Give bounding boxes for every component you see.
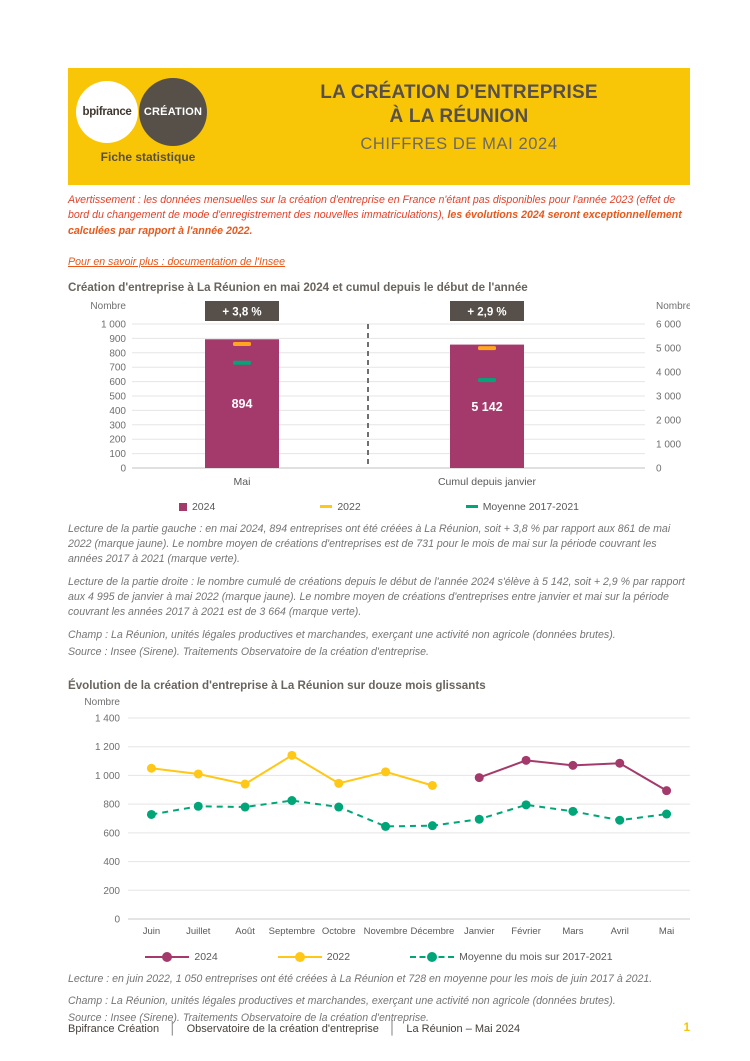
line-chart-notes [68,972,690,1027]
data-point-Moyenne du mois sur 2017-2021 [662,809,671,818]
footer-separator: │ [169,1021,177,1035]
footer-left [68,1021,520,1035]
data-point-Moyenne du mois sur 2017-2021 [287,796,296,805]
month-label: Janvier [463,925,495,937]
bar-chart-legend [68,501,690,513]
line-chart-svg [68,698,690,942]
line-dot-swatch-icon [145,952,189,962]
data-point-2024 [475,773,484,782]
legend-label: Moyenne du mois sur 2017-2021 [459,950,613,963]
right-axis-tick: 0 [656,463,662,475]
header-band [68,68,690,185]
data-point-2024 [615,758,624,767]
left-axis-tick: 400 [109,405,126,417]
note-source: Source : Insee (Sirene). Traitements Observatoire de la création d'entreprise. [68,646,430,659]
right-axis-tick: 3 000 [656,391,682,403]
page-footer [68,1021,690,1035]
marker-2022 [233,342,251,346]
y-axis-label: Nombre [84,697,120,708]
creation-logo-text: CRÉATION [143,106,203,118]
line-chart-title: Évolution de la création d'entreprise à La Réunion sur douze mois glissants [68,678,486,692]
data-point-Moyenne du mois sur 2017-2021 [241,802,250,811]
data-point-2022 [241,779,250,788]
legend-label: 2022 [337,500,361,513]
month-label: Juin [142,925,161,937]
right-axis-tick: 2 000 [656,415,682,427]
right-axis-tick: 1 000 [656,439,682,451]
line-chart [68,698,690,947]
series-line-2022 [151,755,432,785]
footer-separator: │ [388,1021,397,1035]
data-point-Moyenne du mois sur 2017-2021 [194,801,203,810]
main-title-line2: À LA RÉUNION [389,105,529,127]
bar-value-label: 5 142 [471,399,503,414]
right-axis-tick: 6 000 [656,319,682,331]
y-axis-tick: 1 200 [94,741,120,753]
note-lecture-droite: Lecture de la partie droite : le nombre cumulé de créations depuis le début de l'année 2024 s'élève à 5 142, soit + 2,9 % par rapport aux 4 995 de janvier à mai 2022 (marque jaune). Le nombre moyen de créations d'entreprises entre janvier et mai sur la période couvrant les années 2017 à 2021 est de 3 664 (marque verte). [68,575,685,619]
y-axis-tick: 200 [103,885,120,897]
data-point-Moyenne du mois sur 2017-2021 [381,821,390,830]
footer-brand: Bpifrance Création [68,1023,160,1035]
marker-2022 [478,346,496,350]
warning-text: Avertissement : les données mensuelles sur la création d'entreprise en France n'étant pas disponibles pour l'année 2023 (effet de bord du changement de mode d'enregistrement des nouvelles immatriculations), [68,194,676,222]
line-chart-legend [68,951,690,963]
warning-bold-text: les évolutions 2024 seront exceptionnellement calculées par rapport à l'année 2022. [68,209,682,237]
creation-logo [139,78,207,146]
y-axis-tick: 1 000 [94,770,120,782]
note-champ: Champ : La Réunion, unités légales productives et marchandes, exerçant une activité non agricole (données brutes). [68,628,616,641]
bar-category-label: Cumul depuis janvier [437,475,537,488]
legend-item-moyenne [410,951,613,963]
marker-moyenne-2017-2021 [478,378,496,382]
warning-paragraph [68,193,690,239]
data-point-Moyenne du mois sur 2017-2021 [147,810,156,819]
dashed-line-dot-swatch-icon [410,952,454,962]
square-swatch-icon [179,503,187,511]
tagline: Fiche statistique [100,150,196,164]
bar-category-label: Mai [233,475,251,488]
left-axis-tick: 100 [109,448,126,460]
month-label: Mars [562,925,584,937]
left-axis-tick: 200 [109,434,126,446]
left-axis-tick: 1 000 [100,319,126,331]
bar-value-label: 894 [231,396,253,411]
data-point-Moyenne du mois sur 2017-2021 [428,821,437,830]
subtitle: CHIFFRES DE MAI 2024 [360,134,558,153]
header-titles [228,68,690,185]
main-title-line1: LA CRÉATION D'ENTREPRISE [320,82,598,103]
legend-label: 2024 [194,950,218,963]
data-point-Moyenne du mois sur 2017-2021 [568,806,577,815]
month-label: Décembre [410,925,455,937]
footer-region-date: La Réunion – Mai 2024 [406,1023,521,1035]
month-label: Février [511,925,541,937]
data-point-Moyenne du mois sur 2017-2021 [615,815,624,824]
month-label: Septembre [268,925,316,937]
bar-chart-svg [68,300,690,492]
data-point-2022 [334,778,343,787]
right-axis-tick: 5 000 [656,343,682,355]
y-axis-tick: 600 [103,827,120,839]
legend-item-2022 [320,501,360,513]
data-point-2024 [568,760,577,769]
legend-label: Moyenne 2017-2021 [482,500,580,513]
bpifrance-logo [76,81,138,143]
legend-item-moyenne [466,501,579,513]
data-point-2022 [428,781,437,790]
left-axis-tick: 800 [109,347,126,359]
month-label: Juillet [186,925,211,937]
dash-swatch-icon [466,505,478,508]
note-source: Source : Insee (Sirene). Traitements Observatoire de la création d'entreprise. [68,1012,430,1025]
bar-chart-notes [68,522,690,661]
month-label: Octobre [321,925,356,937]
logo-block [68,68,228,185]
month-label: Août [235,925,255,937]
left-axis-tick: 700 [109,362,126,374]
bar-chart-title: Création d'entreprise à La Réunion en mai 2024 et cumul depuis le début de l'année [68,280,528,294]
pct-badge-label: + 2,9 % [467,306,507,319]
note-lecture-gauche: Lecture de la partie gauche : en mai 2024, 894 entreprises ont été créées à La Réunion, soit + 3,8 % par rapport aux 861 de mai 2022 (marque jaune). Le nombre moyen de créations d'entreprises est de 731 pour le mois de mai sur la période couvrant les années 2017 à 2021 (marque verte). [68,522,671,566]
note-lecture: Lecture : en juin 2022, 1 050 entreprises ont été créées à La Réunion et 728 en moyenne pour les mois de juin 2017 à 2021. [68,972,653,985]
note-champ: Champ : La Réunion, unités légales productives et marchandes, exerçant une activité non agricole (données brutes). [68,994,616,1007]
month-label: Avril [610,925,629,937]
left-axis-tick: 300 [109,419,126,431]
y-axis-tick: 800 [103,799,120,811]
y-axis-tick: 1 400 [94,713,120,725]
left-axis-tick: 900 [109,333,126,345]
data-point-2024 [522,755,531,764]
month-label: Mai [658,925,675,937]
data-point-2022 [147,763,156,772]
legend-label: 2022 [326,950,351,963]
marker-moyenne-2017-2021 [233,360,251,364]
data-point-2024 [662,786,671,795]
data-point-2022 [194,769,203,778]
right-axis-tick: 4 000 [656,367,682,379]
data-point-Moyenne du mois sur 2017-2021 [334,802,343,811]
insee-documentation-link[interactable]: Pour en savoir plus : documentation de l'Insee [68,255,285,268]
left-axis-label: Nombre [90,300,126,312]
data-point-2022 [287,750,296,759]
left-axis-tick: 0 [120,463,126,475]
bpifrance-logo-text: bpifrance [82,106,132,118]
data-point-2022 [381,767,390,776]
y-axis-tick: 0 [114,914,120,926]
footer-observatoire: Observatoire de la création d'entreprise [186,1023,379,1035]
left-axis-tick: 600 [109,376,126,388]
data-point-Moyenne du mois sur 2017-2021 [522,800,531,809]
legend-item-2024 [179,501,215,513]
data-point-Moyenne du mois sur 2017-2021 [475,814,484,823]
legend-item-2024 [145,951,217,963]
legend-label: 2024 [191,500,216,513]
dash-swatch-icon [320,505,332,508]
line-dot-swatch-icon [278,952,322,962]
right-axis-label: Nombre [656,300,690,312]
bar-chart [68,300,690,497]
page-number: 1 [683,1022,690,1034]
left-axis-tick: 500 [109,391,126,403]
pct-badge-label: + 3,8 % [222,306,262,319]
month-label: Novembre [363,925,408,937]
y-axis-tick: 400 [103,856,120,868]
legend-item-2022 [278,951,350,963]
